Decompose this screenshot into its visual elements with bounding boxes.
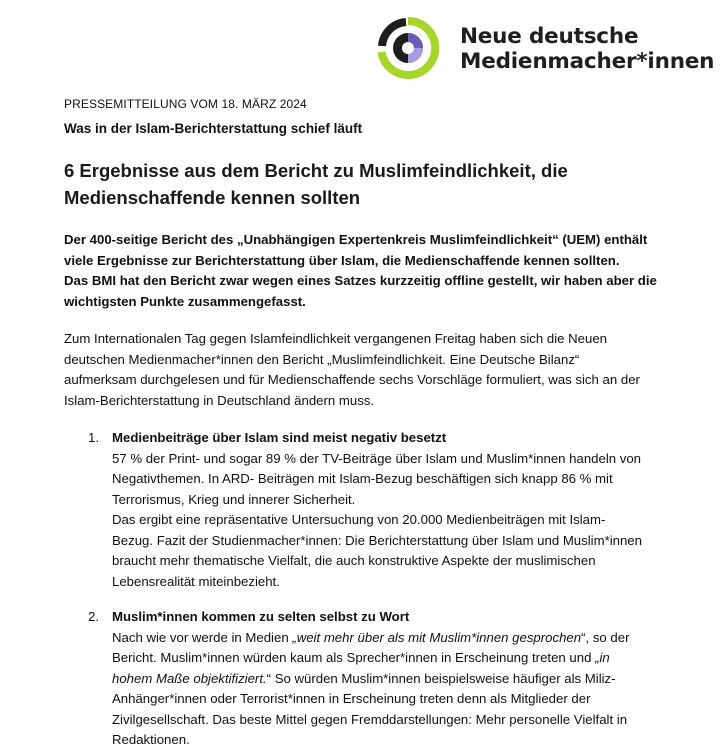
text-run: “, so der [581,629,630,645]
list-item-line: 57 % der Print- und sogar 89 % der TV-Beiträge über Islam und Muslim*innen handeln von [112,450,642,466]
organization-logo [376,14,715,86]
intro-paragraph [64,329,704,411]
list-item-line: Bezug. Fazit der Studienmacher*innen: Die Berichterstattung über Islam und Muslim*innen [112,532,642,548]
list-item-number: 2. [88,609,99,624]
quote-text: hohem Maße objektifiziert. [112,670,267,686]
dateline: PRESSEMITTEILUNG VOM 18. MÄRZ 2024 [64,97,307,111]
quote-text: „weit mehr über als mit Muslim*innen gesprochen [292,629,582,645]
list-item-body [112,428,702,592]
list-item-body [112,607,702,751]
kicker: Was in der Islam-Berichterstattung schief läuft [64,121,363,136]
text-run: “ So würden Muslim*innen beispielsweise häufiger als Miliz- [266,670,616,686]
intro-line: Zum Internationalen Tag gegen Islamfeindlichkeit vergangenen Freitag haben sich die Neuen [64,331,607,346]
list-item-line: Redaktionen. [112,732,190,747]
intro-line: deutschen Medienmacher*innen den Bericht „Muslimfeindlichkeit. Eine Deutsche Bilanz“ [64,351,580,367]
quote-text: „in [595,650,610,665]
list-item-line [112,669,702,690]
list-item-line: braucht mehr thematische Vielfalt, die auch konstruktive Aspekte der muslimischen [112,553,596,568]
lead-paragraph [64,230,694,312]
list-item-line: Lebensrealität miteinbezieht. [112,573,280,589]
list-item-line: Zivilgesellschaft. Das beste Mittel gegen Fremddarstellungen: Mehr personelle Vielfalt in [112,711,628,727]
page-title: 6 Ergebnisse aus dem Bericht zu Muslimfeindlichkeit, die Medienschaffende kennen sollten [64,160,568,208]
list-item-line [112,648,702,669]
lead-line: wichtigsten Punkte zusammengefasst. [64,293,306,309]
lead-line: Der 400-seitige Bericht des „Unabhängigen Expertenkreis Muslimfeindlichkeit“ (UEM) enthält [64,232,648,247]
list-item-line: Anhänger*innen oder Terrorist*innen in Erscheinung treten denn als Mitglieder der [112,691,591,706]
text-run: Bericht. Muslim*innen würden kaum als Sprecher*innen in Erscheinung treten und [112,650,596,665]
list-item-line: Negativthemen. In ARD- Beiträgen mit Islam-Bezug beschäftigen sich knapp 86 % mit [112,471,613,486]
logo-mark-icon [376,16,440,80]
list-item-title: Medienbeiträge über Islam sind meist negativ besetzt [112,430,447,445]
lead-line: Das BMI hat den Bericht zwar wegen eines Satzes kurzzeitig offline gestellt, wir haben aber die [64,273,657,288]
list-item-number: 1. [88,430,99,445]
logo-line-2: Medienmacher*innen [460,49,715,74]
lead-line: viele Ergebnisse zur Berichterstattung über Islam, die Medienschaffende kennen sollten. [64,252,620,268]
list-item-line [112,628,702,649]
logo-line-1: Neue deutsche [460,24,639,49]
intro-line: Islam-Berichterstattung in Deutschland ändern muss. [64,392,375,408]
list-item-title: Muslim*innen kommen zu selten selbst zu Wort [112,609,410,624]
list-item-line: Das ergibt eine repräsentative Untersuchung von 20.000 Medienbeiträgen mit Islam- [112,512,606,527]
text-run: Nach wie vor werde in Medien [112,629,293,645]
list-item-line: Terrorismus, Krieg und innerer Sicherheit. [112,491,356,507]
intro-line: aufmerksam durchgelesen und für Medienschaffende sechs Vorschläge formuliert, was sich an der [64,372,640,387]
logo-wordmark [460,24,714,74]
